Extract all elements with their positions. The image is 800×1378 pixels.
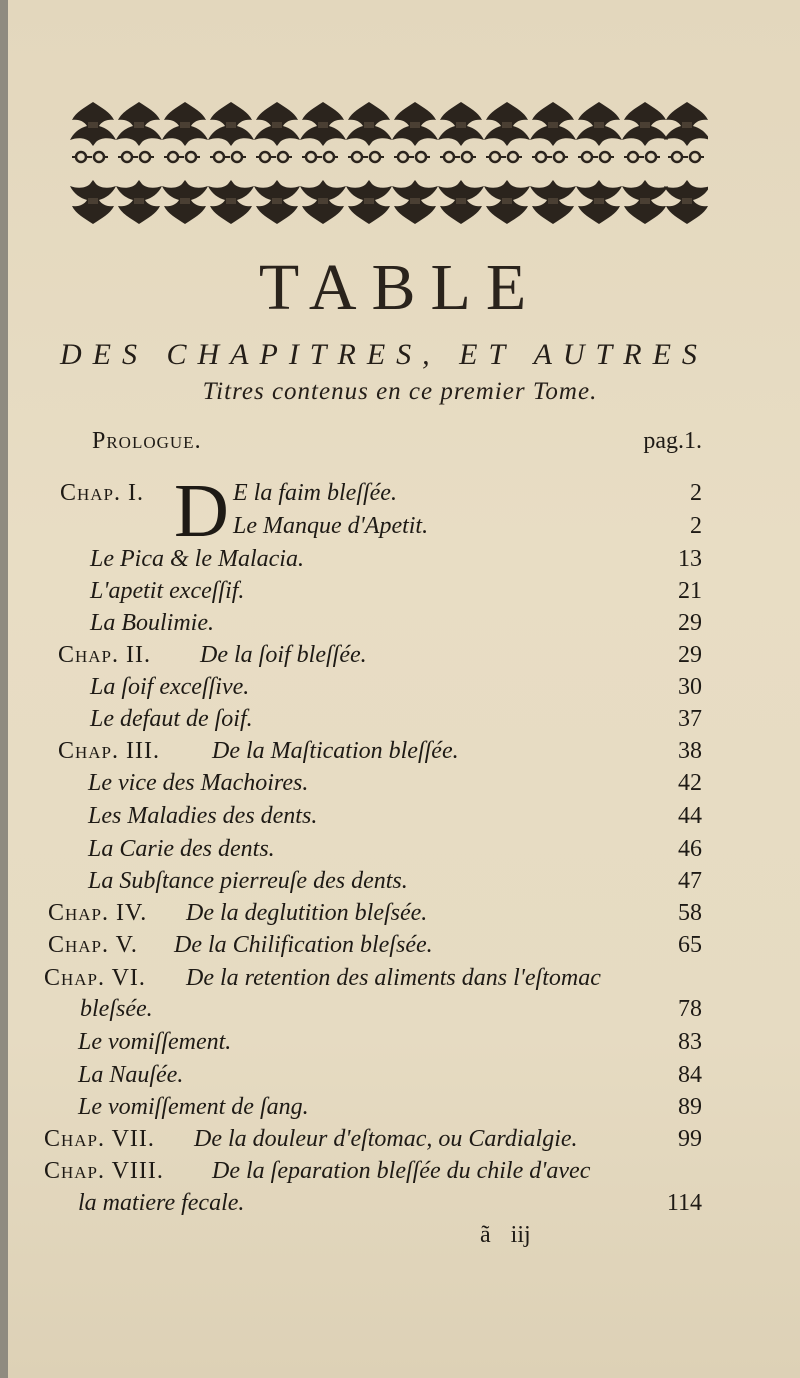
entry-title: L'apetit exceſſif.	[90, 578, 245, 604]
entry-title: bleſsée.	[80, 996, 153, 1022]
chapter-label: Chap. V.	[48, 932, 138, 958]
decorative-ornament-band	[68, 100, 708, 228]
entry-page: 83	[678, 1029, 702, 1055]
entry-page: 65	[678, 932, 702, 958]
entry-title: De la retention des aliments dans l'eſtomac	[186, 965, 601, 991]
chapter-label: Chap. I.	[60, 480, 145, 506]
entry-page: 13	[678, 546, 702, 572]
toc-entry	[0, 868, 800, 902]
chapter-label: Chap. VII.	[44, 1126, 155, 1152]
chapter-label: Chap. III.	[58, 738, 160, 764]
toc-entry	[0, 1062, 800, 1096]
chapter-label: Chap. IV.	[48, 900, 148, 926]
toc-entry	[0, 578, 800, 612]
entry-page: 30	[678, 674, 702, 700]
subtitle-line-2: Titres contenus en ce premier Tome.	[202, 378, 598, 405]
entry-title: Les Maladies des dents.	[88, 803, 318, 829]
subtitle-line-1: DES CHAPITRES, ET AUTRES	[60, 338, 708, 371]
chapter-label: Chap. VI.	[44, 965, 146, 991]
drop-capital: D	[174, 469, 229, 553]
toc-entry	[0, 770, 800, 804]
entry-title: Le Pica & le Malacia.	[90, 546, 304, 572]
toc-entry	[0, 803, 800, 837]
entry-page: 42	[678, 770, 702, 796]
entry-page: 78	[678, 996, 702, 1022]
prologue-page: pag.1.	[643, 428, 702, 454]
toc-entry	[0, 1158, 800, 1192]
signature-mark: ã iij	[480, 1222, 531, 1248]
entry-page: 46	[678, 836, 702, 862]
toc-entry	[0, 932, 800, 966]
chapter-label: Chap. VIII.	[44, 1158, 164, 1184]
entry-title: La ſoif exceſſive.	[90, 674, 250, 700]
entry-page: 114	[666, 1190, 702, 1216]
toc-entry	[0, 1029, 800, 1063]
entry-title: Le Manque d'Apetit.	[233, 513, 429, 539]
toc-entry	[0, 1094, 800, 1128]
page-title: TABLE	[258, 251, 542, 324]
entry-page: 2	[690, 480, 702, 506]
toc-entry	[0, 738, 800, 772]
toc-entry	[0, 996, 800, 1030]
entry-title: De la ſeparation bleſſée du chile d'avec	[212, 1158, 591, 1184]
entry-title: Le vomiſſement.	[78, 1029, 232, 1055]
entry-page: 89	[678, 1094, 702, 1120]
entry-page: 47	[678, 868, 702, 894]
toc-entry	[0, 900, 800, 934]
entry-title: De la douleur d'eſtomac, ou Cardialgie.	[194, 1126, 578, 1152]
toc-entry	[0, 480, 800, 514]
entry-page: 37	[678, 706, 702, 732]
entry-page: 38	[678, 738, 702, 764]
entry-page: 29	[678, 610, 702, 636]
entry-title: De la deglutition bleſsée.	[186, 900, 428, 926]
entry-title: De la Chilification bleſsée.	[174, 932, 433, 958]
entry-title: Le vice des Machoires.	[88, 770, 309, 796]
chapter-label: Chap. II.	[58, 642, 152, 668]
entry-title: De la Maſtication bleſſée.	[212, 738, 459, 764]
entry-title: La Subſtance pierreuſe des dents.	[88, 868, 408, 894]
entry-title: La Nauſée.	[78, 1062, 184, 1088]
entry-page: 21	[678, 578, 702, 604]
entry-title: la matiere fecale.	[78, 1190, 245, 1216]
prologue-row	[0, 428, 800, 462]
entry-title: Le defaut de ſoif.	[90, 706, 253, 732]
entry-page: 58	[678, 900, 702, 926]
toc-entry	[0, 642, 800, 676]
toc-entry	[0, 706, 800, 740]
toc-entry	[0, 836, 800, 870]
toc-entry	[0, 1190, 800, 1224]
entry-title: De la ſoif bleſſée.	[200, 642, 367, 668]
entry-title: E la faim bleſſée.	[233, 480, 397, 506]
toc-entry	[0, 546, 800, 580]
entry-title: La Boulimie.	[90, 610, 214, 636]
entry-title: Le vomiſſement de ſang.	[78, 1094, 309, 1120]
toc-entry	[0, 1126, 800, 1160]
toc-entry	[0, 674, 800, 708]
entry-page: 44	[678, 803, 702, 829]
entry-page: 2	[690, 513, 702, 539]
toc-entry	[0, 610, 800, 644]
entry-page: 99	[678, 1126, 702, 1152]
entry-title: La Carie des dents.	[88, 836, 275, 862]
prologue-label: Prologue.	[92, 428, 202, 454]
entry-page: 29	[678, 642, 702, 668]
toc-entry	[0, 513, 800, 547]
entry-page: 84	[678, 1062, 702, 1088]
toc-entry	[0, 965, 800, 999]
